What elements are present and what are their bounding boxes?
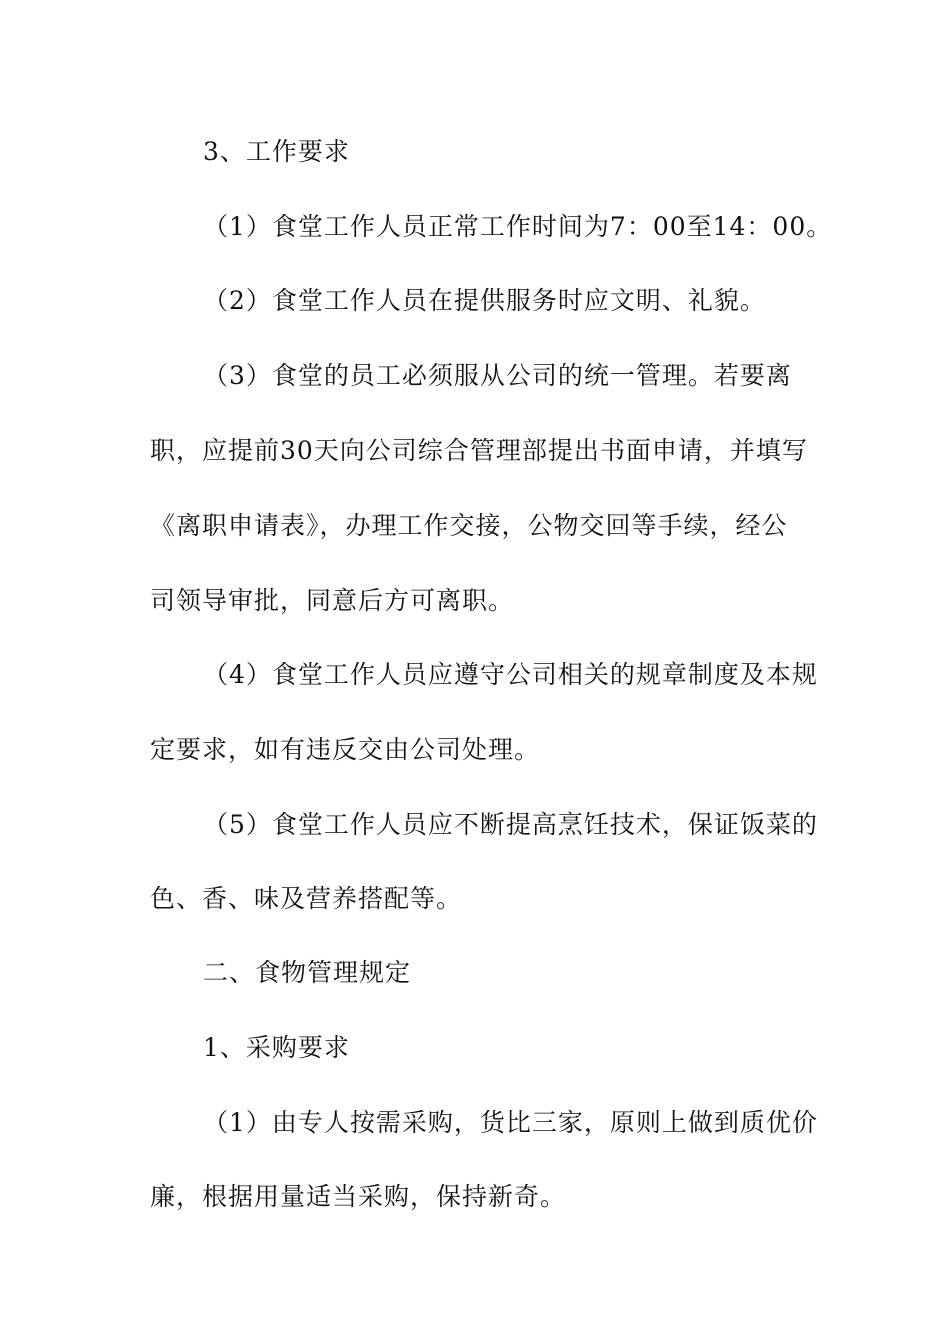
paragraph-line: 职，应提前30天向公司综合管理部提出书面申请，并填写 bbox=[150, 436, 808, 465]
section-heading-food-management: 二、食物管理规定 bbox=[203, 958, 412, 987]
paragraph-line: （2）食堂工作人员在提供服务时应文明、礼貌。 bbox=[203, 286, 766, 315]
paragraph-line: 廉，根据用量适当采购，保持新奇。 bbox=[150, 1182, 567, 1211]
paragraph-line: （1）由专人按需采购，货比三家，原则上做到质优价 bbox=[203, 1108, 818, 1137]
paragraph-line: 定要求，如有违反交由公司处理。 bbox=[150, 735, 541, 764]
paragraph-line: （1）食堂工作人员正常工作时间为7：00至14：00。 bbox=[203, 212, 833, 241]
section-heading-work-requirements: 3、工作要求 bbox=[203, 137, 350, 166]
paragraph-line: 司领导审批，同意后方可离职。 bbox=[150, 586, 515, 615]
paragraph-line: （3）食堂的员工必须服从公司的统一管理。若要离 bbox=[203, 361, 792, 390]
paragraph-line: 色、香、味及营养搭配等。 bbox=[150, 884, 463, 913]
paragraph-line: （4）食堂工作人员应遵守公司相关的规章制度及本规 bbox=[203, 660, 818, 689]
paragraph-line: 《离职申请表》，办理工作交接，公物交回等手续，经公 bbox=[150, 511, 788, 540]
section-heading-purchasing: 1、采购要求 bbox=[203, 1033, 350, 1062]
paragraph-line: （5）食堂工作人员应不断提高烹饪技术，保证饭菜的 bbox=[203, 810, 818, 839]
